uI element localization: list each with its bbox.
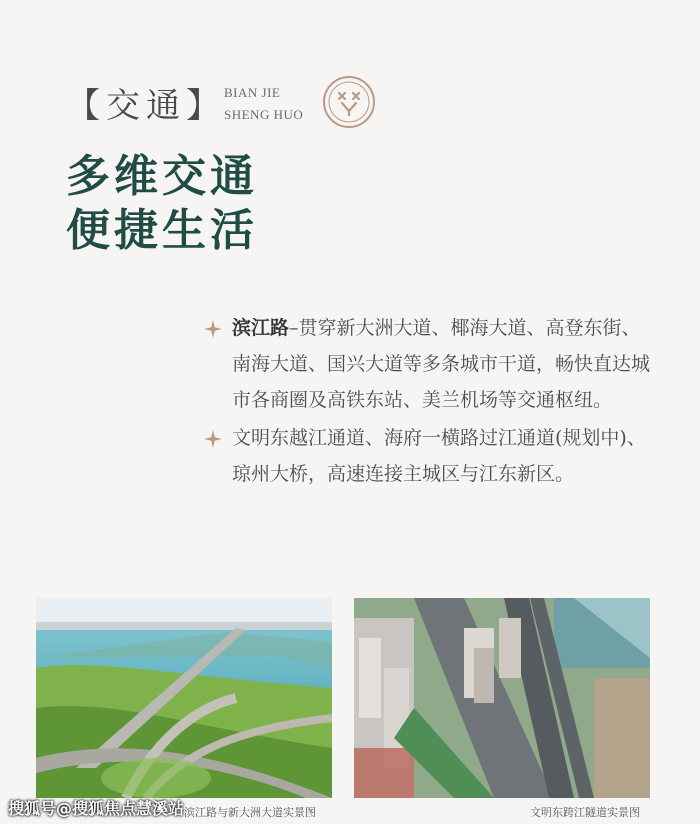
photo-caption-binjiang: 滨江路与新大洲大道实景图: [184, 806, 316, 819]
bullet-text: –贯穿新大洲大道、椰海大道、高登东街、南海大道、国兴大道等多条城市干道，畅快直达城市各商圈及高铁东站、美兰机场等交通枢纽。: [232, 317, 651, 411]
bullet-item-tunnels: [204, 420, 654, 492]
brand-logo-icon: [322, 75, 376, 129]
sparkle-icon: [204, 320, 222, 338]
section-tag: 【交通】: [66, 86, 226, 126]
watermark-text: 搜狐号@搜狐焦点慧溪站: [8, 799, 185, 818]
photo-caption-tunnel: 文明东跨江隧道实景图: [530, 806, 640, 819]
bullet-item-binjiang: [204, 310, 654, 418]
title-line-1: 多维交通: [66, 151, 258, 202]
page-title: [66, 150, 258, 258]
photo-wenming-tunnel: [354, 598, 650, 798]
sparkle-icon: [204, 430, 222, 448]
brand-text: [224, 82, 303, 126]
bullet-list: [204, 310, 654, 494]
title-line-2: 便捷生活: [66, 205, 258, 256]
bullet-lead: 滨江路: [232, 317, 290, 339]
bullet-text: 文明东越江通道、海府一横路过江通道(规划中)、琼州大桥，高速连接主城区与江东新区。: [232, 427, 646, 485]
photo-binjiang-road: [36, 598, 332, 798]
brand-line-2: SHENG HUO: [224, 107, 304, 122]
brand-line-1: BIAN JIE: [224, 85, 281, 100]
